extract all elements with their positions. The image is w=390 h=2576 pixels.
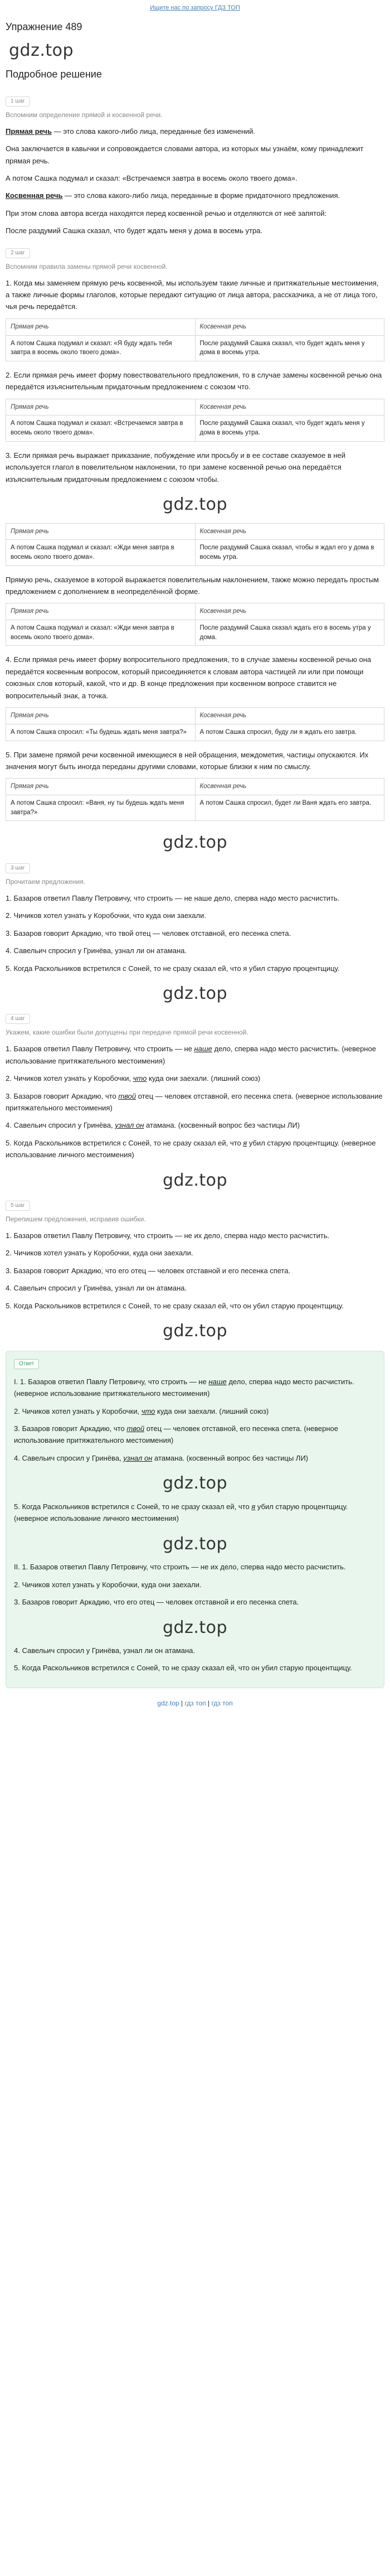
text: дело, сперва надо место расчистить. (неверное использование притяжательного местоимения) [14,1377,354,1398]
error-word: что [133,1074,147,1083]
step-badge: 5 шаг [6,1201,30,1211]
text: 4. Савельич спросил у Гринёва, [14,1453,124,1462]
paragraph [6,125,384,137]
th-indirect: Косвенная речь [195,318,384,335]
cell-direct: А потом Сашка подумал и сказал: «Встречаемся завтра в восемь около твоего дома». [6,415,196,441]
th-direct: Прямая речь [6,708,196,724]
rule-1: 1. Когда мы заменяем прямую речь косвенной, мы используем такие личные и притяжательные местоимения, а также личные формы глаголов, которые передают ситуацию от лица автора, рассказчика, а не от лица того, чья речь передаётся. [6,278,379,311]
th-direct: Прямая речь [6,399,196,415]
answer-line: 2. Чичиков хотел узнать у Коробочки, куда они заехали. [14,1580,202,1589]
cell-indirect: После раздумий Сашка сказал, что будет ждать меня у дома в восемь утра. [195,415,384,441]
answer-line: 5. Когда Раскольников встретился с Соней, то не сразу сказал ей, что он убил старую процентщицу. [14,1664,352,1673]
comparison-table [6,523,384,566]
cell-direct: А потом Сашка подумал и сказал: «Жди меня завтра в восемь около твоего дома». [6,540,196,566]
text: 3. Базаров говорит Аркадию, что [6,1091,119,1100]
sentence [6,1119,384,1131]
solution-title: Подробное решение [6,69,102,80]
answer-line [14,1423,376,1447]
top-search-link[interactable]: Ищите нас по запросу ГДЗ ТОП [150,4,240,11]
comparison-table [6,603,384,646]
text: атамана. (косвенный вопрос без частицы ЛИ) [152,1453,308,1462]
th-direct: Прямая речь [6,603,196,620]
step-hint: Перепишем предложения, исправив ошибки. [6,1215,146,1224]
error-word: наше [208,1377,227,1386]
step-badge: 1 шаг [6,96,30,107]
th-indirect: Косвенная речь [195,399,384,415]
paragraph: А потом Сашка подумал и сказал: «Встречаемся завтра в восемь около твоего дома». [6,173,298,182]
cell-direct: А потом Сашка подумал и сказал: «Я буду ждать тебя завтра в восемь около твоего дома». [6,335,196,361]
rule-3b: Прямую речь, сказуемое в которой выражается повелительным наклонением, также можно передать простым предложением с дополнением в неопределённой форме. [6,575,379,596]
sentence: 2. Чичиков хотел узнать у Коробочки, куда они заехали. [6,1249,193,1258]
cell-direct: А потом Сашка спросил: «Ты будешь ждать меня завтра?» [6,724,196,741]
step-5 [6,1195,384,1312]
th-indirect: Косвенная речь [195,603,384,620]
sentence: 1. Базаров ответил Павлу Петровичу, что строить — не наше дело, сперва надо место расчистить. [6,893,340,902]
th-indirect: Косвенная речь [195,708,384,724]
error-word: я [243,1138,247,1147]
error-word: твой [118,1091,136,1100]
comparison-table [6,399,384,442]
th-direct: Прямая речь [6,523,196,540]
separator: | [206,1699,212,1707]
top-banner [6,0,384,16]
answer-line: 4. Савельич спросил у Гринёва, узнал ли он атамана. [14,1646,195,1655]
cell-indirect: А потом Сашка спросил, будет ли Ваня ждать его завтра. [195,795,384,821]
term: Прямая речь [6,127,52,136]
step-4 [6,1008,384,1161]
error-word: узнал он [123,1453,153,1462]
sentence [6,1072,384,1084]
error-word: наше [194,1045,212,1053]
text: — это слова какого-либо лица, переданные в форме придаточного предложения. [62,191,340,200]
cell-indirect: После раздумий Сашка сказал, что будет ждать меня у дома в восемь утра. [195,335,384,361]
step-badge: 2 шаг [6,248,30,258]
text: 5. Когда Раскольников встретился с Соней, то не сразу сказал ей, что [14,1502,252,1511]
sentence: 5. Когда Раскольников встретился с Соней, то не сразу сказал ей, что он убил старую процентщицу. [6,1301,344,1310]
text: отец — человек отставной, его песенка спета. (неверное использование притяжательного местоимения) [14,1424,339,1445]
text: убил старую процентщицу. (неверное использование личного местоимения) [6,1138,376,1159]
answer-line [14,1452,376,1464]
error-word: я [251,1502,256,1511]
text: отец — человек отставной, его песенка спета. (неверное использование притяжательного местоимения) [6,1091,383,1112]
sentence: 2. Чичиков хотел узнать у Коробочки, что куда они заехали. [6,911,206,920]
text: 3. Базаров говорит Аркадию, что [14,1424,127,1433]
sentence: 3. Базаров говорит Аркадию, что его отец — человек отставной и его песенка спета. [6,1266,291,1275]
step-3 [6,858,384,974]
answer-badge: Ответ [14,1359,39,1369]
brand-watermark: gdz.top [162,1321,228,1341]
footer-link-3[interactable]: гдз топ [211,1699,233,1707]
th-direct: Прямая речь [6,779,196,795]
paragraph [6,190,384,201]
text: куда они заехали. (лишний союз) [155,1407,269,1415]
brand-watermark: gdz.top [162,495,228,515]
step-1 [6,91,384,237]
paragraph: Она заключается в кавычки и сопровождается словами автора, из которых мы узнаём, кому принадлежит прямая речь. [6,144,364,165]
sentence: 5. Когда Раскольников встретился с Соней, то не сразу сказал ей, что я убил старую процентщицу. [6,964,340,973]
brand-watermark: gdz.top [162,833,228,853]
sentence [6,1043,384,1067]
sentence [6,1137,384,1161]
th-indirect: Косвенная речь [195,523,384,540]
answer-line [14,1405,376,1417]
brand-watermark: gdz.top [9,40,74,60]
step-badge: 4 шаг [6,1014,30,1024]
cell-direct: А потом Сашка спросил: «Ваня, ну ты будешь ждать меня завтра?» [6,795,196,821]
text: убил старую процентщицу. (неверное использование личного местоимения) [14,1502,348,1523]
step-2 [6,243,384,821]
sentence: 3. Базаров говорит Аркадию, что твой отец — человек отставной, его песенка спета. [6,929,291,937]
rule-2: 2. Если прямая речь имеет форму повествовательного предложения, то в случае замены косвенной речью она передаётся изъяснительным придаточным предложением с союзом что. [6,370,382,392]
rule-4: 4. Если прямая речь имеет форму вопросительного предложения, то в случае замены косвенной речью она передаётся косвенным вопросом, который присоединяется к словам автора частицей ли или при помощи союзных слов который, какой, что и др. В конце предложения при косвенном вопросе ставится не вопросительный знак, а точка. [6,655,372,700]
answer-line [14,1376,376,1400]
answer-box [6,1351,384,1688]
comparison-table [6,778,384,821]
th-direct: Прямая речь [6,318,196,335]
answer-line: II. 1. Базаров ответил Павлу Петровичу, что строить — не их дело, сперва надо место расчистить. [14,1563,346,1572]
separator: | [179,1699,185,1707]
sentence: 1. Базаров ответил Павлу Петровичу, что строить — не их дело, сперва надо место расчистить. [6,1231,330,1240]
error-word: твой [126,1424,145,1433]
text: 1. Базаров ответил Павлу Петровичу, что строить — не [6,1045,194,1053]
rule-3: 3. Если прямая речь выражает приказание, побуждение или просьбу и в ее составе сказуемое в ней используется глагол в повелительном наклонении, то при замене косвенной речью она передаётся изъяснительным придаточным предложением с союзом чтобы. [6,451,346,484]
footer-link-2[interactable]: гдз топ [184,1699,206,1707]
rule-5: 5. При замене прямой речи косвенной имеющиеся в ней обращения, междометия, частицы опускаются. Их значения могут быть иногда переданы другими словами, которые близки к ним по смыслу. [6,750,369,771]
error-word: что [141,1407,155,1415]
cell-indirect: После раздумий Сашка сказал, чтобы я ждал его у дома в восемь утра. [195,540,384,566]
cell-direct: А потом Сашка подумал и сказал: «Жди меня завтра в восемь около твоего дома». [6,620,196,646]
sentence: 4. Савельич спросил у Гринёва, узнал ли он атамана. [6,946,187,955]
step-hint: Укажем, какие ошибки были допущены при передаче прямой речи косвенной. [6,1028,248,1037]
text: атамана. (косвенный вопрос без частицы ЛИ) [144,1121,300,1130]
text: куда они заехали. (лишний союз) [147,1074,261,1083]
error-word: узнал он [115,1121,144,1130]
text: дело, сперва надо место расчистить. (неверное использование притяжательного местоимения) [6,1045,376,1065]
brand-watermark: gdz.top [162,1473,228,1494]
step-hint: Вспомним определение прямой и косвенной речи. [6,110,163,119]
answer-line [14,1501,376,1525]
text: — это слова какого-либо лица, переданные без изменений. [51,127,256,136]
cell-indirect: После раздумий Сашка сказал ждать его в восемь утра у дома. [195,620,384,646]
brand-watermark: gdz.top [162,1534,228,1554]
paragraph: При этом слова автора всегда находятся перед косвенной речью и отделяются от неё запятой: [6,209,327,218]
th-indirect: Косвенная речь [195,779,384,795]
step-hint: Вспомним правила замены прямой речи косвенной. [6,262,168,270]
text: 2. Чичиков хотел узнать у Коробочки, [14,1407,142,1415]
text: 5. Когда Раскольников встретился с Соней, то не сразу сказал ей, что [6,1138,243,1147]
term: Косвенная речь [6,191,63,200]
brand-watermark: gdz.top [162,1617,228,1637]
sentence: 4. Савельич спросил у Гринёва, узнал ли он атамана. [6,1284,187,1293]
cell-indirect: А потом Сашка спросил, буду ли я ждать его завтра. [195,724,384,741]
footer-link-1[interactable]: gdz.top [157,1699,179,1707]
brand-watermark: gdz.top [162,1170,228,1190]
step-hint: Прочитаем предложения. [6,877,86,886]
text: I. 1. Базаров ответил Павлу Петровичу, что строить — не [14,1377,209,1386]
sentence [6,1090,384,1114]
exercise-title: Упражнение 489 [6,21,82,32]
text: 4. Савельич спросил у Гринёва, [6,1121,115,1130]
answer-line: 3. Базаров говорит Аркадию, что его отец — человек отставной и его песенка спета. [14,1598,299,1607]
comparison-table [6,707,384,741]
comparison-table [6,318,384,361]
brand-watermark: gdz.top [162,983,228,1003]
paragraph: После раздумий Сашка сказал, что будет ждать меня у дома в восемь утра. [6,226,263,235]
text: 2. Чичиков хотел узнать у Коробочки, [6,1074,133,1083]
footer [6,1694,384,1712]
step-badge: 3 шаг [6,863,30,873]
